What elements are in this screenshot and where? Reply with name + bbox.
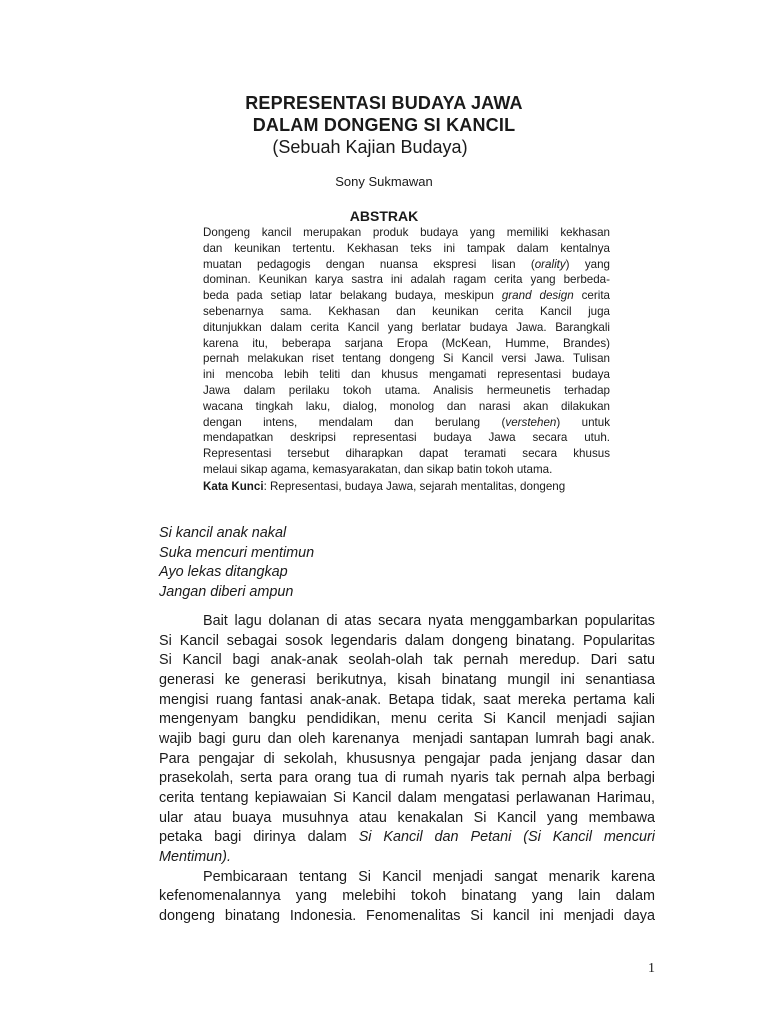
keywords-label: Kata Kunci xyxy=(203,480,264,493)
subtitle: (Sebuah Kajian Budaya) xyxy=(272,137,468,157)
page-number: 1 xyxy=(648,961,655,976)
poem-line: Ayo lekas ditangkap xyxy=(159,564,288,581)
abstract-text xyxy=(203,225,610,478)
poem-verse xyxy=(159,524,314,602)
author-name: Sony Sukmawan xyxy=(335,174,433,189)
poem-line: Si kancil anak nakal xyxy=(159,525,287,541)
abstract-line: melaui sikap agama, kemasyarakatan, dan sikap batin tokoh utama. xyxy=(203,462,553,476)
keywords-text: : Representasi, budaya Jawa, sejarah mentalitas, dongeng xyxy=(263,480,566,493)
body-line: wajib bagi guru dan oleh karenanya menjadi santapan lumrah bagi anak. xyxy=(159,730,655,747)
abstract-line: ditunjukkan dalam cerita Kancil yang berlatar budaya Jawa. Barangkali xyxy=(203,320,610,334)
body-line: cerita tentang kepiawaian Si Kancil dalam mengatasi perlawanan Harimau, xyxy=(159,789,655,806)
body-line: Pembicaraan tentang Si Kancil menjadi sangat menarik karena xyxy=(203,868,655,885)
abstract-line: ini mencoba lebih teliti dan khusus mengamati representasi budaya xyxy=(203,368,610,382)
title-block xyxy=(0,92,768,158)
grand-design-term: grand design xyxy=(501,289,574,303)
abstract-line: Jawa dalam perilaku tokoh utama. Analisis hermeunetis terhadap xyxy=(203,383,610,397)
abstract-heading: ABSTRAK xyxy=(349,208,419,224)
abstract-line: muatan pedagogis dengan nuansa ekspresi lisan (orality) yang xyxy=(203,257,610,271)
abstract-line: Dongeng kancil merupakan produk budaya yang memiliki kekhasan xyxy=(203,226,610,239)
body-line: dongeng binatang Indonesia. Fenomenalitas Si kancil ini menjadi daya xyxy=(159,907,655,924)
body-line: Si Kancil bagi anak-anak seolah-olah tak pernah meredup. Dari satu xyxy=(159,652,655,669)
abstract-line: Representasi tersebut diharapkan dapat teramati secara khusus xyxy=(203,447,610,461)
body-line: ular atau buaya musuhnya atau kenakalan Si Kancil yang membawa xyxy=(159,809,655,826)
body-line: kefenomenalannya yang melebihi tokoh binatang yang lain dalam xyxy=(159,888,655,905)
body-line: mengenyam bangku pendidikan, menu cerita Si Kancil menjadi sajian xyxy=(159,711,655,728)
abstract-line: dan keunikan tertentu. Kekhasan teks ini tampak dalam kentalnya xyxy=(203,241,610,255)
poem-line: Jangan diberi ampun xyxy=(159,583,294,600)
body-line: Para pengajar di sekolah, khususnya pengajar pada jenjang dasar dan xyxy=(159,750,655,767)
orality-term: orality xyxy=(534,257,566,271)
keywords xyxy=(203,480,565,493)
body-line: Si Kancil sebagai sosok legendaris dalam dongeng binatang. Popularitas xyxy=(159,632,655,649)
poem-line: Suka mencuri mentimun xyxy=(159,544,315,561)
abstract-line: mendapatkan deskripsi representasi budaya Jawa secara utuh. xyxy=(203,431,610,445)
abstract-line: pernah melakukan riset tentang dongeng Si Kancil versi Jawa. Tulisan xyxy=(203,352,610,366)
abstract-line: beda pada setiap latar belakang budaya, meskipun grand design cerita xyxy=(203,289,610,303)
body-line: generasi ke generasi berikutnya, kisah binatang mungil ini senantiasa xyxy=(159,671,655,688)
story-title: Si Kancil dan Petani (Si Kancil mencuri xyxy=(358,829,655,846)
abstract-line: dominan. Keunikan karya sastra ini adalah ragam cerita yang berbeda- xyxy=(203,273,610,287)
abstract-line: sebenarnya sama. Kekhasan dan keunikan cerita Kancil juga xyxy=(203,304,610,318)
body-line: petaka bagi dirinya dalam Si Kancil dan Petani (Si Kancil mencuri xyxy=(159,829,655,846)
abstract-line: wacana tingkah laku, dialog, monolog dan narasi akan dilakukan xyxy=(203,399,610,413)
body-line: Bait lagu dolanan di atas secara nyata menggambarkan popularitas xyxy=(203,613,655,629)
abstract-line: dengan intens, mendalam dan berulang (verstehen) untuk xyxy=(203,415,610,429)
verstehen-term: verstehen xyxy=(505,415,557,429)
body-line: mengisi ruang fantasi anak-anak. Betapa tidak, saat mereka pertama kali xyxy=(159,691,655,708)
body-text xyxy=(159,612,655,927)
body-line: prasekolah, serta para orang tua di rumah nyaris tak pernah alpa berbagi xyxy=(159,770,655,787)
body-line: Mentimun). xyxy=(159,848,231,865)
title-line-2: DALAM DONGENG SI KANCIL xyxy=(252,115,516,135)
title-line-1: REPRESENTASI BUDAYA JAWA xyxy=(245,93,523,113)
abstract-line: karena itu, beberapa sarjana Eropa (McKean, Humme, Brandes) xyxy=(203,336,610,350)
